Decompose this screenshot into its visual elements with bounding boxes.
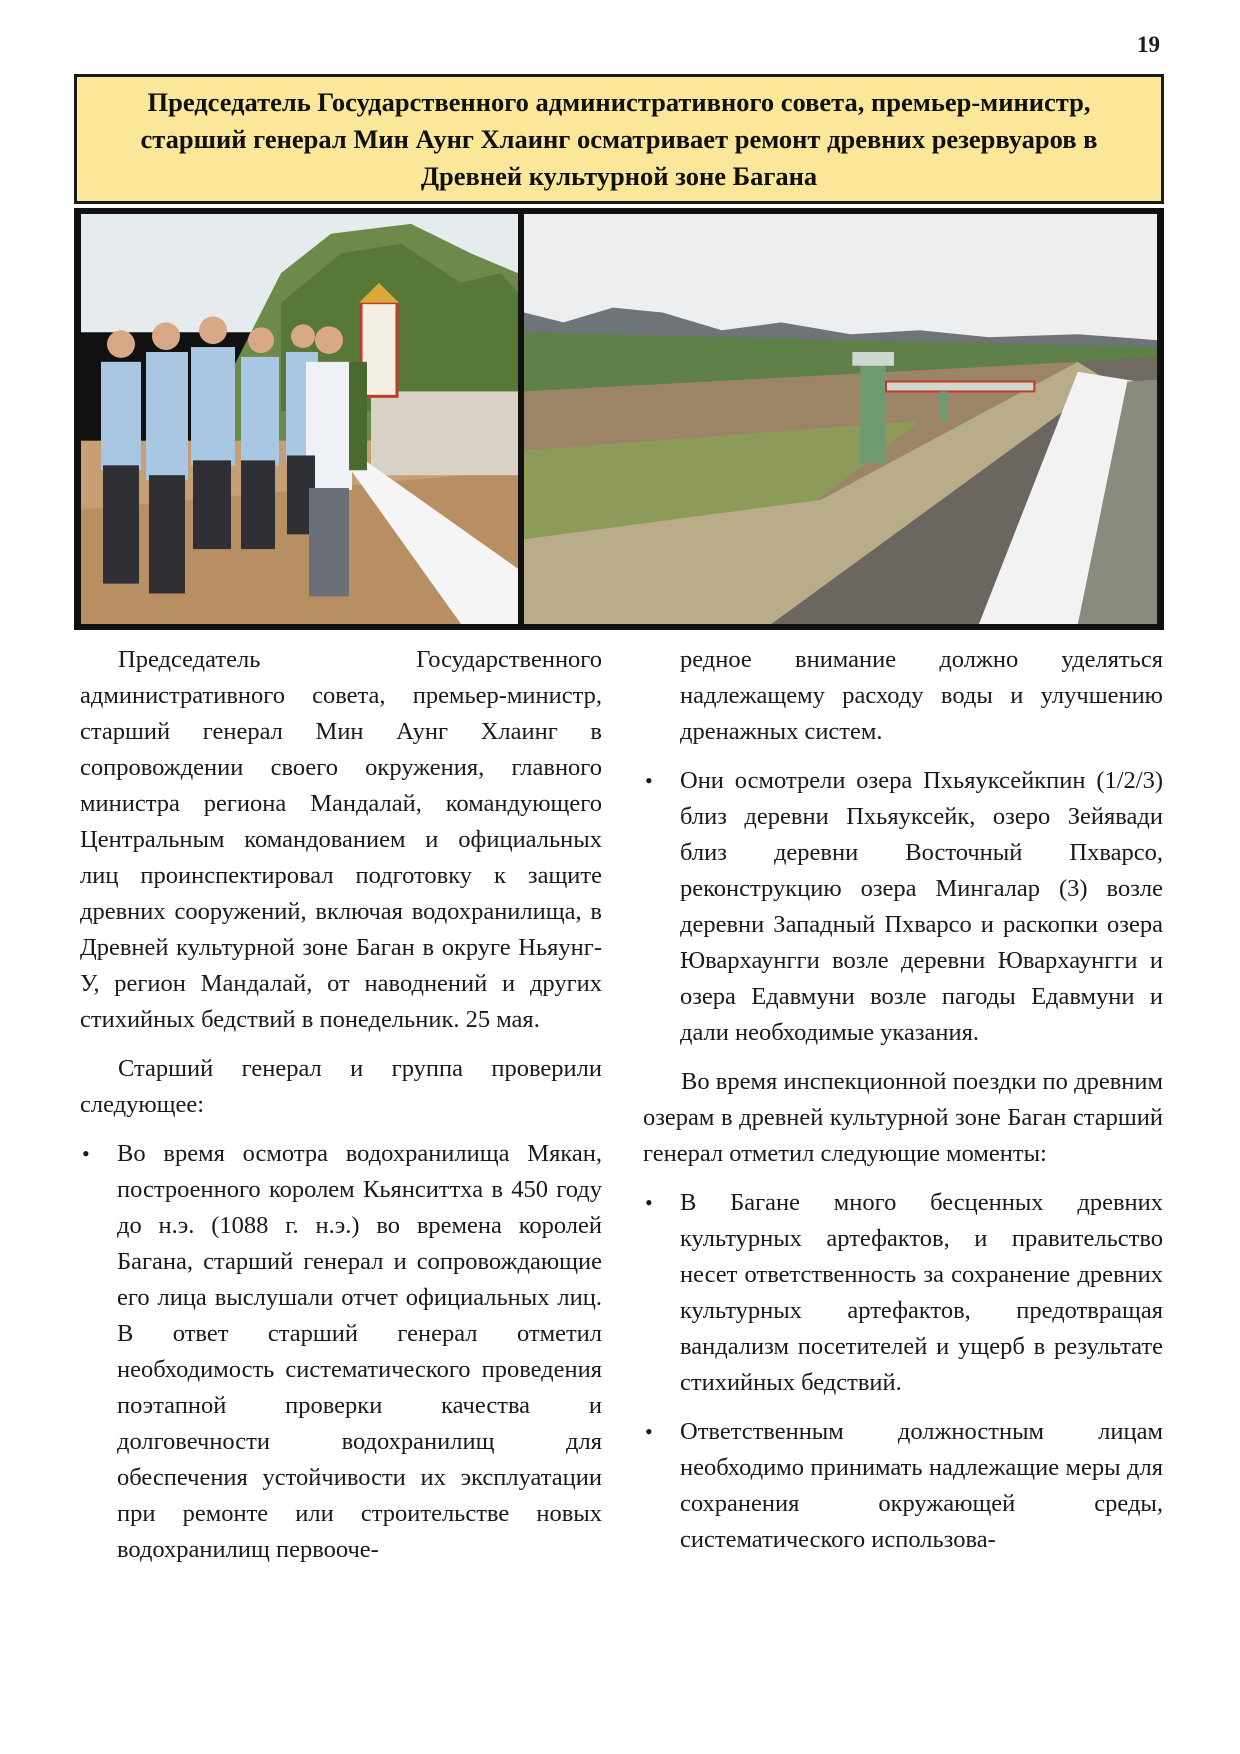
bullet-marker: • (645, 768, 653, 793)
intro-paragraph: Председатель Государственного административного совета, премьер-министр, старший генерал Мин Аунг Хлаинг в сопровождении своего окружения, главного министра региона Мандалай, командующего Центральным командованием и официальных лиц проинспектировал подготовку к защите древних сооружений, включая водохранилища, в Древней культурной зоне Баган в округе Ньяунг-У, регион Мандалай, от наводнений и других стихийных бедствий в понедельник. 25 мая. (80, 646, 602, 1033)
reservoir-photo (524, 214, 1157, 624)
observations-paragraph: Во время инспекционной поездки по древним озерам в древней культурной зоне Баган старший генерал отметил следующие моменты: (643, 1068, 1163, 1167)
left-column (80, 642, 602, 1568)
bullet-item (643, 1414, 1163, 1558)
bullet-marker: • (645, 1190, 653, 1215)
bullet-text: Ответственным должностным лицам необходимо принимать надлежащие меры для сохранения окружающей среды, систематического использова- (680, 1418, 1163, 1553)
bullet-marker: • (645, 1419, 653, 1444)
bullet-item (643, 1185, 1163, 1401)
bullet-item (643, 763, 1163, 1051)
page-number: 19 (1137, 32, 1160, 57)
right-column (643, 642, 1163, 1558)
bullet-marker: • (82, 1141, 90, 1166)
title-banner (74, 74, 1164, 204)
article-title: Председатель Государственного административного совета, премьер-министр, старший генерал Мин Аунг Хлаинг осматривает ремонт древних резервуаров в Древней культурной зоне Багана (140, 86, 1098, 191)
checked-paragraph: Старший генерал и группа проверили следующее: (80, 1055, 602, 1118)
bullet-item (80, 1136, 602, 1568)
photo-frame (74, 208, 1164, 630)
bullet-text: Они осмотрели озера Пхьяуксейкпин (1/2/3) близ деревни Пхьяуксейк, озеро Зейявади близ деревни Восточный Пхварсо, реконструкцию озера Мингалар (3) возле деревни Западный Пхварсо и раскопки озера Ювархаунгги возле деревни Ювархаунгги и озера Едавмуни возле пагоды Едавмуни и дали необходимые указания. (680, 767, 1163, 1046)
bullet-text: В Багане много бесценных древних культурных артефактов, и правительство несет ответственность за сохранение древних культурных артефактов, предотвращая вандализм посетителей и ущерб в результате стихийных бедствий. (680, 1189, 1163, 1396)
bullet-continuation: редное внимание должно уделяться надлежащему расходу воды и улучшению дренажных систем. (680, 646, 1163, 745)
bullet-text: Во время осмотра водохранилища Мякан, построенного королем Кьянситтха в 450 году до н.э. (1088 г. н.э.) во времена королей Багана, старший генерал и сопровождающие его лица выслушали отчет официальных лиц. В ответ старший генерал отметил необходимость систематического проведения поэтапной проверки качества и долговечности водохранилищ для обеспечения устойчивости их эксплуатации при ремонте или строительстве новых водохранилищ первооче- (117, 1140, 602, 1563)
inspection-group-photo (81, 214, 518, 624)
